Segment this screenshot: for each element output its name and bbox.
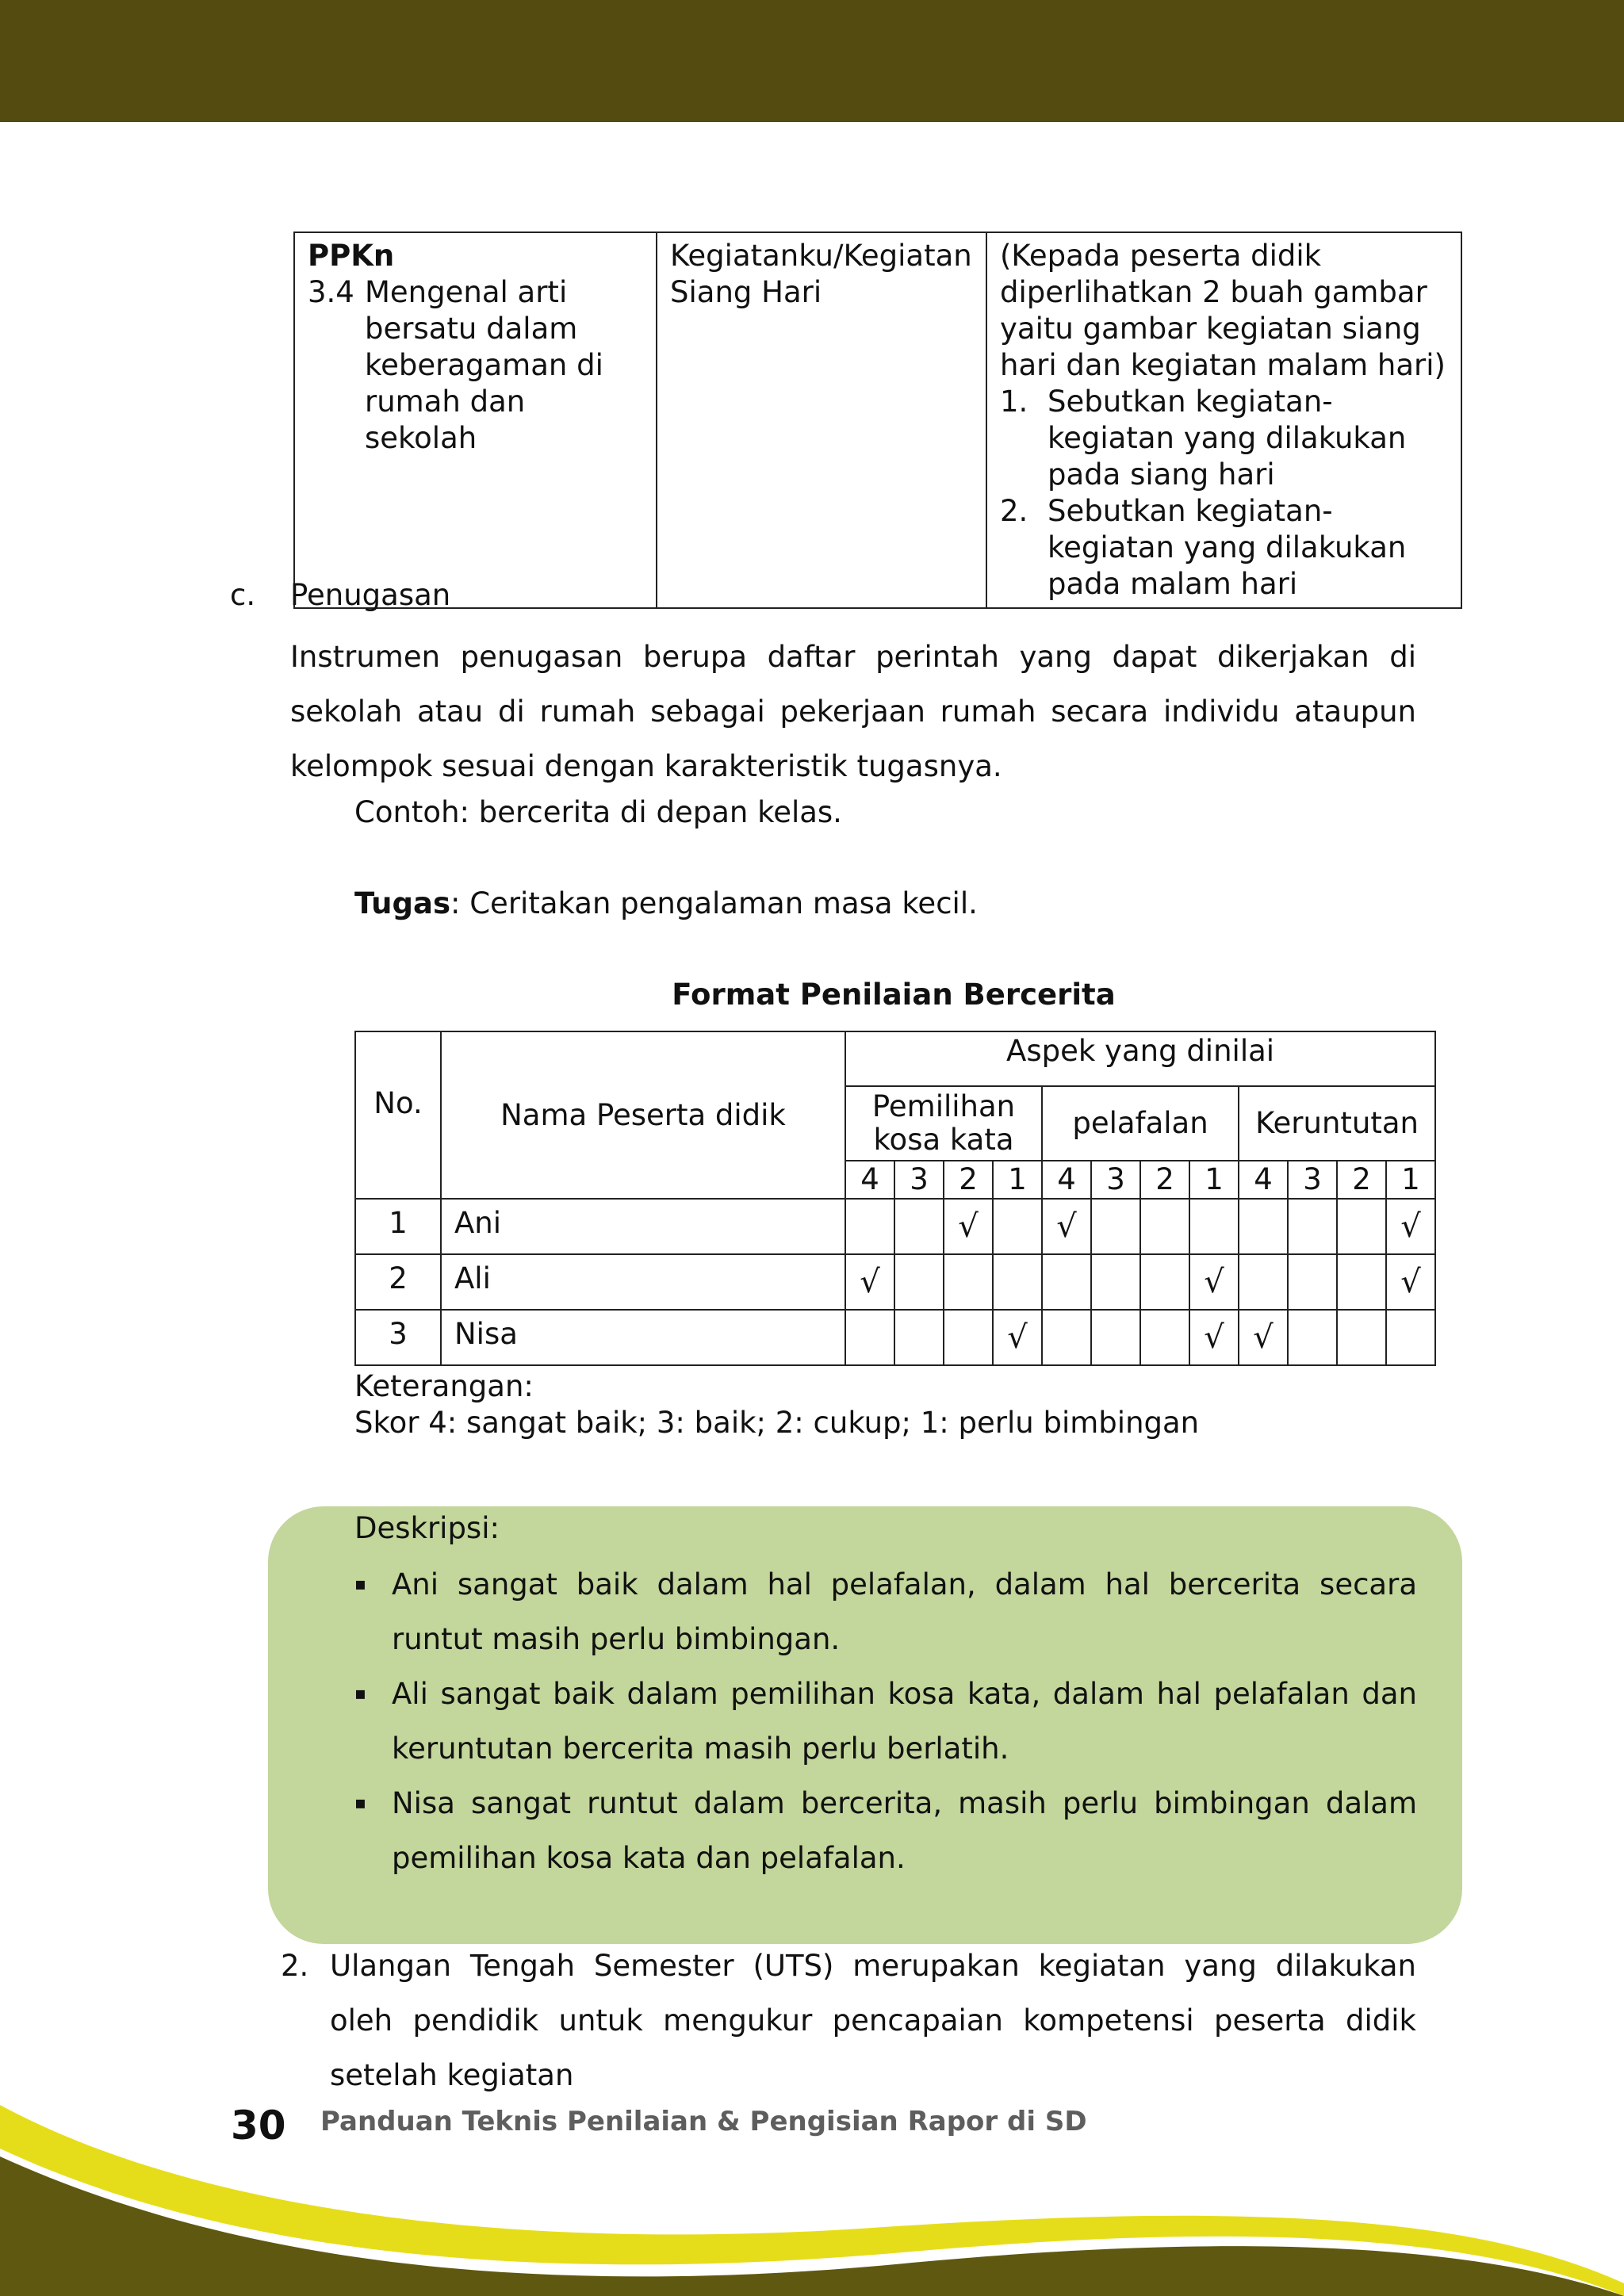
section-paragraph: Instrumen penugasan berupa daftar perintah yang dapat dikerjakan di sekolah atau di rumah sebagai pekerjaan rumah secara individu ataupun kelompok sesuai dengan karakteristik tugasnya. bbox=[290, 640, 1416, 783]
row-number: 1 bbox=[355, 1199, 441, 1254]
table-row bbox=[294, 232, 1461, 608]
score-header-cell: 1 bbox=[993, 1161, 1042, 1199]
header-aspect-pelafalan: pelafalan bbox=[1042, 1086, 1239, 1161]
description-title: Deskripsi: bbox=[354, 1511, 500, 1545]
score-cell bbox=[1140, 1310, 1189, 1365]
table-row bbox=[355, 1199, 1435, 1254]
header-aspect-keruntutan: Keruntutan bbox=[1239, 1086, 1435, 1161]
questions-intro: (Kepada peserta didik diperlihatkan 2 buah gambar yaitu gambar kegiatan siang hari dan kegiatan malam hari) bbox=[1000, 239, 1446, 382]
score-header-cell: 4 bbox=[1239, 1161, 1288, 1199]
score-header-cell: 3 bbox=[894, 1161, 944, 1199]
score-cell bbox=[1288, 1310, 1337, 1365]
example-text: Contoh: bercerita di depan kelas. bbox=[354, 795, 842, 829]
score-cell bbox=[845, 1310, 894, 1365]
score-cell bbox=[1189, 1199, 1239, 1254]
table-row bbox=[355, 1254, 1435, 1310]
score-cell bbox=[1386, 1310, 1435, 1365]
check-mark-icon: √ bbox=[845, 1254, 894, 1310]
score-cell bbox=[894, 1254, 944, 1310]
score-header-cell: 4 bbox=[1042, 1161, 1091, 1199]
list-item: ▪ Ali sangat baik dalam pemilihan kosa kata, dalam hal pelafalan dan keruntutan bercerita masih perlu berlatih. bbox=[354, 1667, 1417, 1776]
score-header-cell: 1 bbox=[1189, 1161, 1239, 1199]
task-description: : Ceritakan pengalaman masa kecil. bbox=[450, 886, 978, 920]
theme-cell: Kegiatanku/Kegiatan Siang Hari bbox=[657, 232, 986, 608]
questions-cell bbox=[986, 232, 1461, 608]
table-title: Format Penilaian Bercerita bbox=[672, 978, 1116, 1012]
numbered-item bbox=[281, 1938, 1416, 2103]
bullet-icon: ▪ bbox=[354, 1575, 366, 1594]
description-list bbox=[354, 1557, 1417, 1885]
score-cell bbox=[1091, 1254, 1140, 1310]
list-item: 2. Sebutkan kegiatan-kegiatan yang dilakukan pada malam hari bbox=[1000, 494, 1407, 601]
kd-text: Mengenal arti bersatu dalam keberagaman di rumah dan sekolah bbox=[365, 275, 603, 455]
header-bar bbox=[0, 0, 1624, 122]
check-mark-icon: √ bbox=[1386, 1254, 1435, 1310]
header-aspects: Aspek yang dinilai bbox=[845, 1031, 1435, 1086]
competency-table bbox=[293, 232, 1462, 609]
item-text: Ulangan Tengah Semester (UTS) merupakan kegiatan yang dilakukan oleh pendidik untuk mengukur pencapaian kompetensi peserta didik setelah kegiatan bbox=[330, 1949, 1416, 2092]
bullet-icon: ▪ bbox=[354, 1793, 366, 1813]
score-header-cell: 2 bbox=[1140, 1161, 1189, 1199]
item-number: 2. bbox=[281, 1949, 309, 1983]
score-header-cell: 2 bbox=[944, 1161, 993, 1199]
score-cell bbox=[1288, 1254, 1337, 1310]
assessment-table bbox=[354, 1031, 1436, 1366]
page-number: 30 bbox=[231, 2103, 286, 2149]
score-header-cell: 1 bbox=[1386, 1161, 1435, 1199]
list-item: ▪ Nisa sangat runtut dalam bercerita, masih perlu bimbingan dalam pemilihan kosa kata dan pelafalan. bbox=[354, 1776, 1417, 1885]
section-title: Penugasan bbox=[290, 578, 451, 612]
header-aspect-kosa-kata: Pemilihan kosa kata bbox=[845, 1086, 1042, 1161]
score-cell bbox=[1288, 1199, 1337, 1254]
score-header-cell: 4 bbox=[845, 1161, 894, 1199]
section-heading bbox=[230, 577, 450, 614]
score-header-cell: 3 bbox=[1091, 1161, 1140, 1199]
legend-text: Skor 4: sangat baik; 3: baik; 2: cukup; 1: perlu bimbingan bbox=[354, 1406, 1200, 1440]
score-cell bbox=[894, 1310, 944, 1365]
check-mark-icon: √ bbox=[1239, 1310, 1288, 1365]
list-item: 1. Sebutkan kegiatan-kegiatan yang dilakukan pada siang hari bbox=[1000, 385, 1407, 492]
section-letter: c. bbox=[230, 578, 256, 612]
check-mark-icon: √ bbox=[1189, 1310, 1239, 1365]
score-cell bbox=[944, 1310, 993, 1365]
score-cell bbox=[1042, 1254, 1091, 1310]
footer-title: Panduan Teknis Penilaian & Pengisian Rapor di SD bbox=[320, 2106, 1087, 2137]
score-cell bbox=[1239, 1199, 1288, 1254]
score-cell bbox=[1042, 1310, 1091, 1365]
task-text bbox=[354, 886, 978, 920]
row-number: 3 bbox=[355, 1310, 441, 1365]
score-cell bbox=[1140, 1199, 1189, 1254]
score-cell bbox=[944, 1254, 993, 1310]
score-cell bbox=[993, 1254, 1042, 1310]
score-cell bbox=[993, 1199, 1042, 1254]
row-number: 2 bbox=[355, 1254, 441, 1310]
competency-cell bbox=[294, 232, 657, 608]
score-cell bbox=[1239, 1254, 1288, 1310]
legend-label: Keterangan: bbox=[354, 1369, 534, 1403]
student-name: Nisa bbox=[441, 1310, 845, 1365]
score-cell bbox=[1337, 1310, 1386, 1365]
check-mark-icon: √ bbox=[1189, 1254, 1239, 1310]
check-mark-icon: √ bbox=[1386, 1199, 1435, 1254]
kd-number: 3.4 bbox=[308, 275, 354, 309]
score-cell bbox=[1091, 1199, 1140, 1254]
task-label: Tugas bbox=[354, 886, 450, 920]
score-cell bbox=[1091, 1310, 1140, 1365]
score-cell bbox=[845, 1199, 894, 1254]
check-mark-icon: √ bbox=[1042, 1199, 1091, 1254]
legend bbox=[354, 1368, 1199, 1441]
score-cell bbox=[1337, 1254, 1386, 1310]
table-row bbox=[355, 1310, 1435, 1365]
student-name: Ali bbox=[441, 1254, 845, 1310]
score-cell bbox=[1140, 1254, 1189, 1310]
header-name: Nama Peserta didik bbox=[441, 1031, 845, 1199]
score-cell bbox=[1337, 1199, 1386, 1254]
score-header-cell: 2 bbox=[1337, 1161, 1386, 1199]
student-name: Ani bbox=[441, 1199, 845, 1254]
bullet-icon: ▪ bbox=[354, 1684, 366, 1704]
score-cell bbox=[894, 1199, 944, 1254]
subject-label: PPKn bbox=[308, 239, 395, 273]
score-header-cell: 3 bbox=[1288, 1161, 1337, 1199]
list-item: ▪ Ani sangat baik dalam hal pelafalan, dalam hal bercerita secara runtut masih perlu bimbingan. bbox=[354, 1557, 1417, 1667]
check-mark-icon: √ bbox=[944, 1199, 993, 1254]
check-mark-icon: √ bbox=[993, 1310, 1042, 1365]
header-no: No. bbox=[355, 1031, 441, 1199]
